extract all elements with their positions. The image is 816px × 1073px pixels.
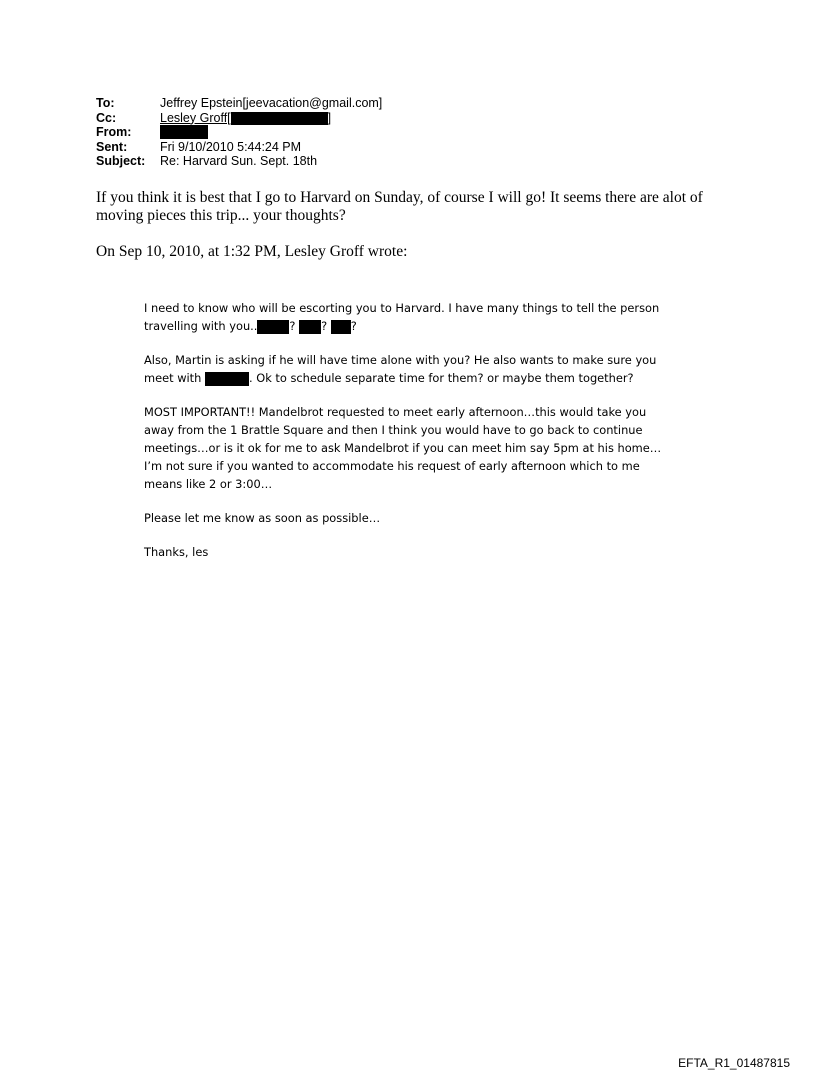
body-paragraph: If you think it is best that I go to Harvard on Sunday, of course I will go! It seems there are alot of moving pieces this trip... your thoughts? [96,189,703,224]
sent-value: Fri 9/10/2010 5:44:24 PM [160,139,302,154]
reply-attribution: On Sep 10, 2010, at 1:32 PM, Lesley Groff wrote: [96,243,408,260]
quoted-p2-text-a: Also, Martin is asking if he will have time alone with you? He also wants to make sure you meet with [144,353,657,385]
subject-label: Subject: [96,154,146,168]
sent-label: Sent: [96,139,128,154]
question-mark-3: ? [350,319,357,333]
name-redaction-4 [205,372,249,386]
cc-label: Cc: [96,110,117,125]
name-redaction-3 [331,320,351,334]
cc-email-redaction [231,112,328,125]
quoted-paragraph-2 [144,351,674,387]
quoted-paragraph-1 [144,299,674,335]
quoted-paragraph-3: MOST IMPORTANT!! Mandelbrot requested to meet early afternoon…this would take you away from the 1 Brattle Square and then I think you would have to go back to continue meetings…or is it ok for me to ask Mandelbrot if you can meet him say 5pm at his home…I’m not sure if you wanted to accommodate his request of early afternoon which to me means like 2 or 3:00… [144,405,662,491]
to-label: To: [96,96,115,110]
quoted-p2-text-b: . Ok to schedule separate time for them? or maybe them together? [249,371,634,385]
from-redaction [160,125,208,139]
cc-name: Lesley Groff[ [160,110,231,125]
email-body [96,189,716,261]
cc-value [160,111,331,126]
name-redaction-2 [299,320,321,334]
sent-row [96,140,382,155]
subject-row [96,154,382,169]
document-id: EFTA_R1_01487815 [678,1056,790,1070]
to-value: Jeffrey Epstein[jeevacation@gmail.com] [160,96,383,110]
cc-close-bracket: ] [327,110,332,125]
quoted-p1-text: I need to know who will be escorting you to Harvard. I have many things to tell the person travelling with you.. [144,301,660,333]
quoted-signoff: Thanks, les [144,545,209,559]
from-row [96,125,382,140]
quoted-message [144,299,674,577]
from-label: From: [96,125,132,139]
to-row [96,96,382,111]
question-mark-2: ? [321,319,328,333]
subject-value: Re: Harvard Sun. Sept. 18th [160,154,318,168]
cc-row [96,111,382,126]
question-mark-1: ? [289,319,296,333]
quoted-paragraph-4: Please let me know as soon as possible… [144,511,381,525]
email-header [96,96,382,169]
name-redaction-1 [257,320,289,334]
